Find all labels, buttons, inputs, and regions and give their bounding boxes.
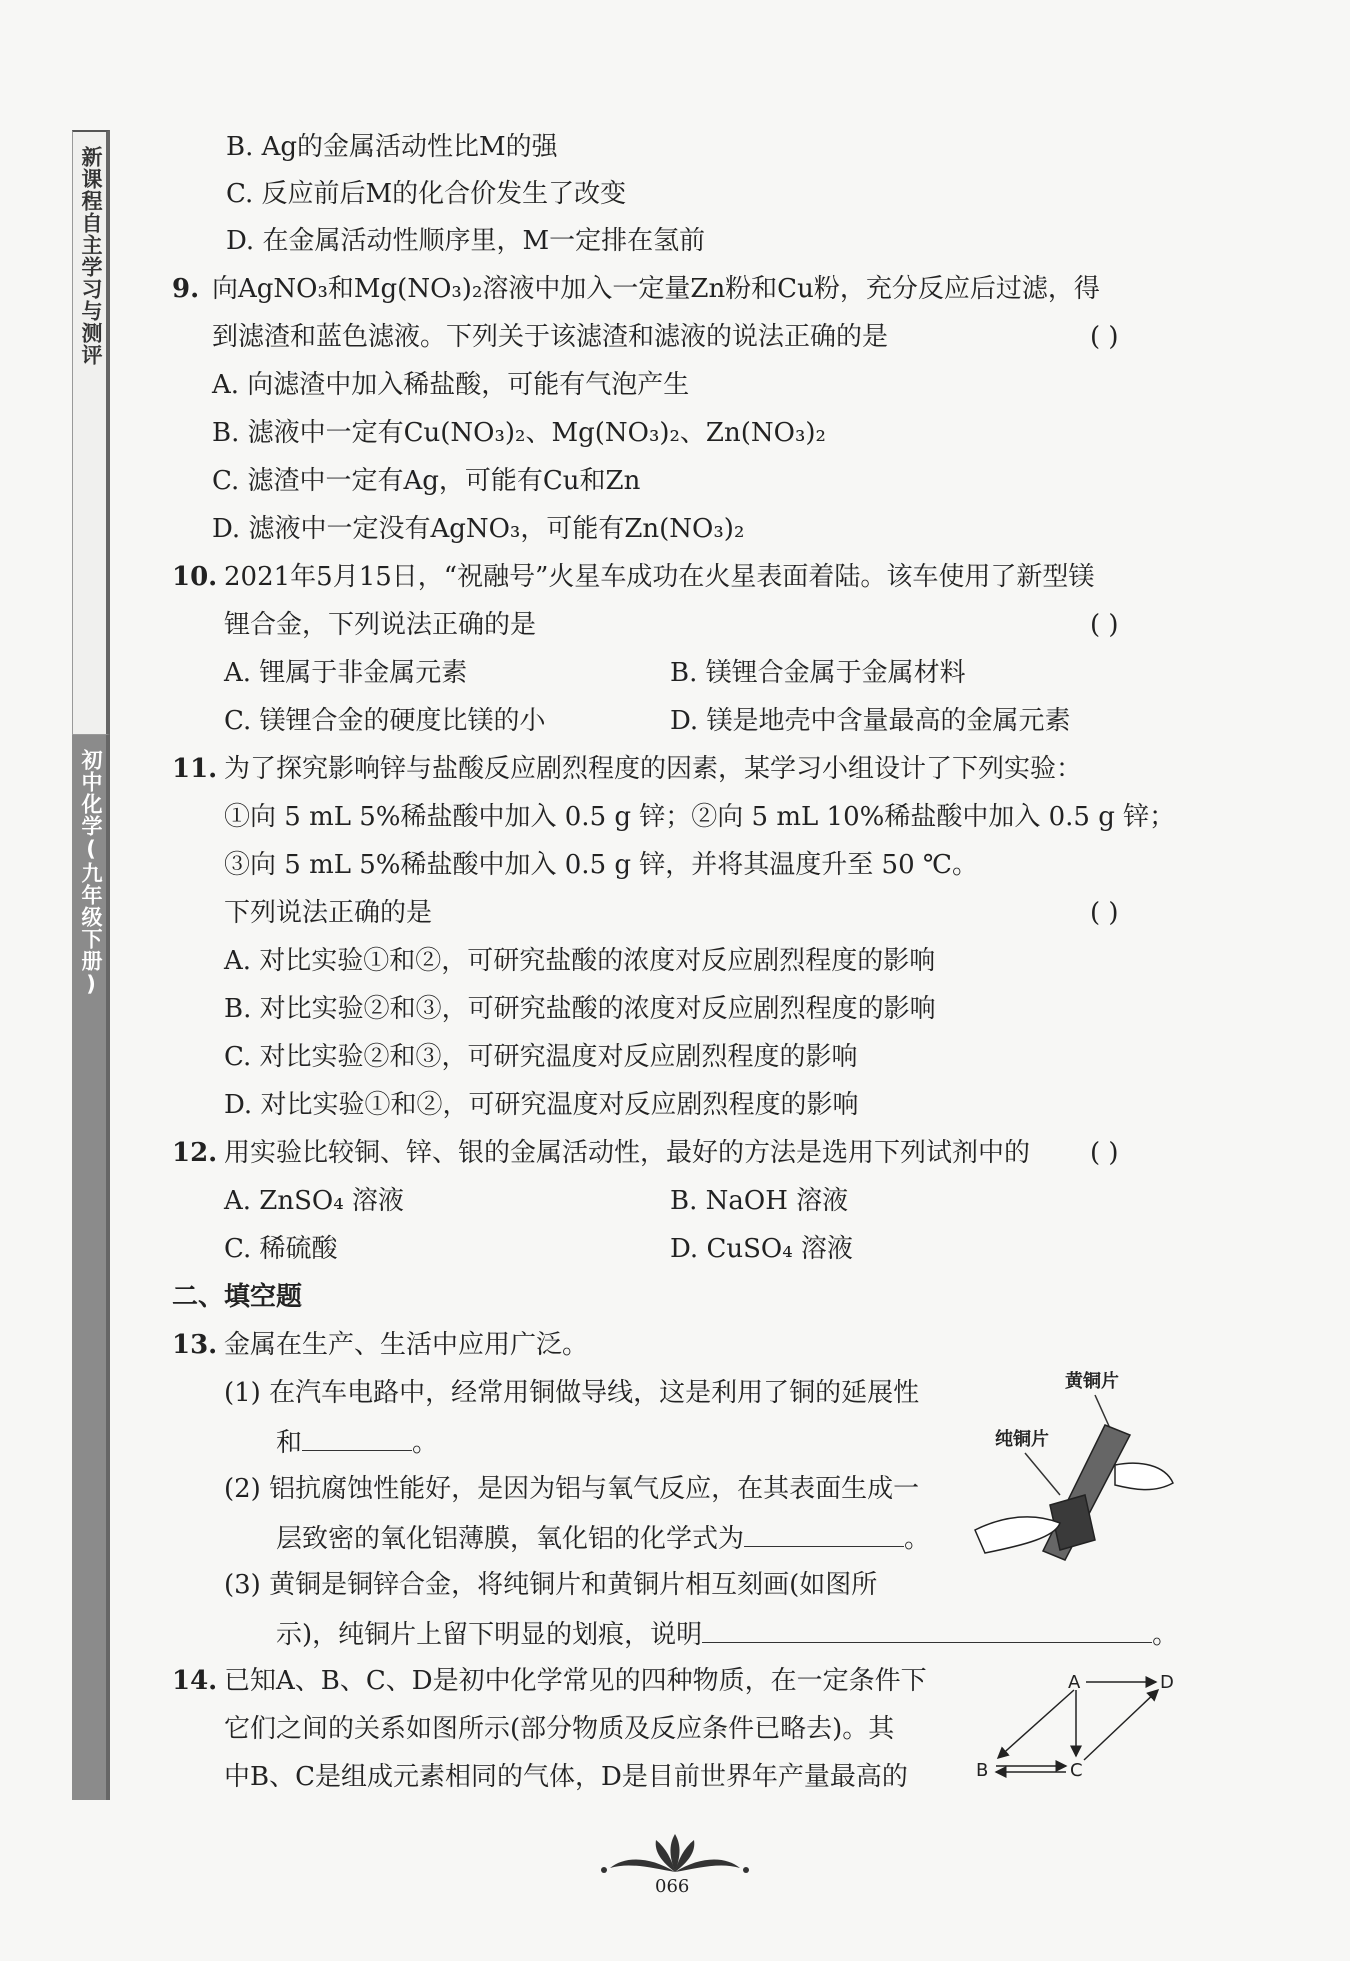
q11-stem-line4: 下列说法正确的是 [224, 898, 433, 928]
q10-answer-paren: ( ) [1090, 610, 1119, 640]
q11-option-d: D. 对比实验①和②，可研究温度对反应剧烈程度的影响 [224, 1090, 859, 1120]
q8-option-c: C. 反应前后M的化合价发生了改变 [226, 179, 627, 209]
q11-option-a: A. 对比实验①和②，可研究盐酸的浓度对反应剧烈程度的影响 [224, 946, 936, 976]
brass-copper-scratch-figure [965, 1365, 1180, 1575]
q11-option-b: B. 对比实验②和③，可研究盐酸的浓度对反应剧烈程度的影响 [224, 994, 936, 1024]
page-number: 066 [655, 1876, 690, 1897]
q9-answer-paren: ( ) [1090, 322, 1119, 352]
copper-pointer [1025, 1453, 1060, 1495]
q9-option-c: C. 滤渣中一定有Ag，可能有Cu和Zn [212, 466, 641, 496]
q9-option-b: B. 滤液中一定有Cu(NO₃)₂、Mg(NO₃)₂、Zn(NO₃)₂ [212, 418, 826, 448]
q13-part3-line1: (3) 黄铜是铜锌合金，将纯铜片和黄铜片相互刻画(如图所 [224, 1570, 878, 1600]
section-heading-fill-in: 二、填空题 [172, 1282, 303, 1312]
side-tab-book-title: 新课程自主学习与测评 [72, 130, 110, 735]
side-tab-subject: 初中化学(九年级下册) [72, 735, 110, 1800]
q13-number: 13. [172, 1330, 218, 1360]
node-c: C [1070, 1760, 1083, 1781]
arrow-a-to-b [998, 1690, 1074, 1758]
q13-part2-line2 [276, 1520, 930, 1556]
q13-part3-line2 [276, 1616, 1178, 1652]
q14-stem-line2: 它们之间的关系如图所示(部分物质及反应条件已略去)。其 [224, 1714, 895, 1744]
q11-number: 11. [172, 754, 218, 784]
q11-option-c: C. 对比实验②和③，可研究温度对反应剧烈程度的影响 [224, 1042, 858, 1072]
q11-stem-line3: ③向 5 mL 5%稀盐酸中加入 0.5 g 锌，并将其温度升至 50 ℃。 [224, 850, 978, 880]
q12-number: 12. [172, 1138, 218, 1168]
q8-option-b: B. Ag的金属活动性比M的强 [226, 132, 558, 162]
q9-number: 9. [172, 274, 200, 304]
q12-answer-paren: ( ) [1090, 1138, 1119, 1168]
q10-stem-line1: 2021年5月15日，“祝融号”火星车成功在火星表面着陆。该车使用了新型镁 [224, 562, 1095, 592]
label-pure-copper: 纯铜片 [995, 1429, 1049, 1450]
q14-number: 14. [172, 1666, 218, 1696]
arrow-c-to-d [1084, 1690, 1158, 1760]
q9-stem-line1: 向AgNO₃和Mg(NO₃)₂溶液中加入一定量Zn粉和Cu粉，充分反应后过滤，得 [212, 274, 1100, 304]
q10-option-a: A. 锂属于非金属元素 [224, 658, 468, 688]
q13-part2-line1: (2) 铝抗腐蚀性能好，是因为铝与氧气反应，在其表面生成一 [224, 1474, 920, 1504]
footer-ornament [590, 1828, 760, 1878]
q12-option-a: A. ZnSO₄ 溶液 [224, 1186, 404, 1216]
substance-relation-diagram [970, 1660, 1180, 1790]
q13-part1-line1: (1) 在汽车电路中，经常用铜做导线，这是利用了铜的延展性 [224, 1378, 920, 1408]
q10-option-c: C. 镁锂合金的硬度比镁的小 [224, 706, 546, 736]
q13-part1-line2 [276, 1424, 438, 1460]
q13-part2-text: 层致密的氧化铝薄膜，氧化铝的化学式为 [276, 1524, 745, 1554]
q13-part2-period: 。 [904, 1524, 931, 1554]
q13-part1-and: 和 [276, 1428, 303, 1458]
q13-part1-period: 。 [412, 1428, 439, 1458]
q13-blank-1[interactable] [302, 1424, 412, 1451]
q10-option-b: B. 镁锂合金属于金属材料 [670, 658, 966, 688]
q14-stem-line3: 中B、C是组成元素相同的气体，D是目前世界年产量最高的 [224, 1762, 908, 1792]
q13-blank-2[interactable] [744, 1520, 904, 1547]
q8-option-d: D. 在金属活动性顺序里，M一定排在氢前 [226, 226, 706, 256]
q11-answer-paren: ( ) [1090, 898, 1119, 928]
q9-option-a: A. 向滤渣中加入稀盐酸，可能有气泡产生 [212, 370, 690, 400]
q10-option-d: D. 镁是地壳中含量最高的金属元素 [670, 706, 1071, 736]
right-hand [1115, 1463, 1173, 1489]
q13-part3-period: 。 [1152, 1620, 1179, 1650]
q14-stem-line1: 已知A、B、C、D是初中化学常见的四种物质，在一定条件下 [224, 1666, 927, 1696]
q11-stem-line2: ①向 5 mL 5%稀盐酸中加入 0.5 g 锌；②向 5 mL 10%稀盐酸中加入 0.5 g 锌； [224, 802, 1176, 832]
q12-option-d: D. CuSO₄ 溶液 [670, 1234, 853, 1264]
q9-stem-line2: 到滤渣和蓝色滤液。下列关于该滤渣和滤液的说法正确的是 [212, 322, 889, 352]
q13-part3-text: 示)，纯铜片上留下明显的划痕，说明 [276, 1620, 703, 1650]
q12-stem: 用实验比较铜、锌、银的金属活动性，最好的方法是选用下列试剂中的 [224, 1138, 1031, 1168]
q12-option-b: B. NaOH 溶液 [670, 1186, 849, 1216]
q10-stem-line2: 锂合金，下列说法正确的是 [224, 610, 537, 640]
q12-option-c: C. 稀硫酸 [224, 1234, 338, 1264]
q11-stem-line1: 为了探究影响锌与盐酸反应剧烈程度的因素，某学习小组设计了下列实验： [224, 754, 1083, 784]
q10-number: 10. [172, 562, 218, 592]
q13-blank-3[interactable] [702, 1616, 1152, 1643]
node-d: D [1160, 1672, 1174, 1693]
label-brass: 黄铜片 [1065, 1371, 1119, 1392]
node-b: B [976, 1760, 989, 1781]
node-a: A [1068, 1672, 1081, 1693]
q9-option-d: D. 滤液中一定没有AgNO₃，可能有Zn(NO₃)₂ [212, 514, 745, 544]
q13-stem: 金属在生产、生活中应用广泛。 [224, 1330, 589, 1360]
